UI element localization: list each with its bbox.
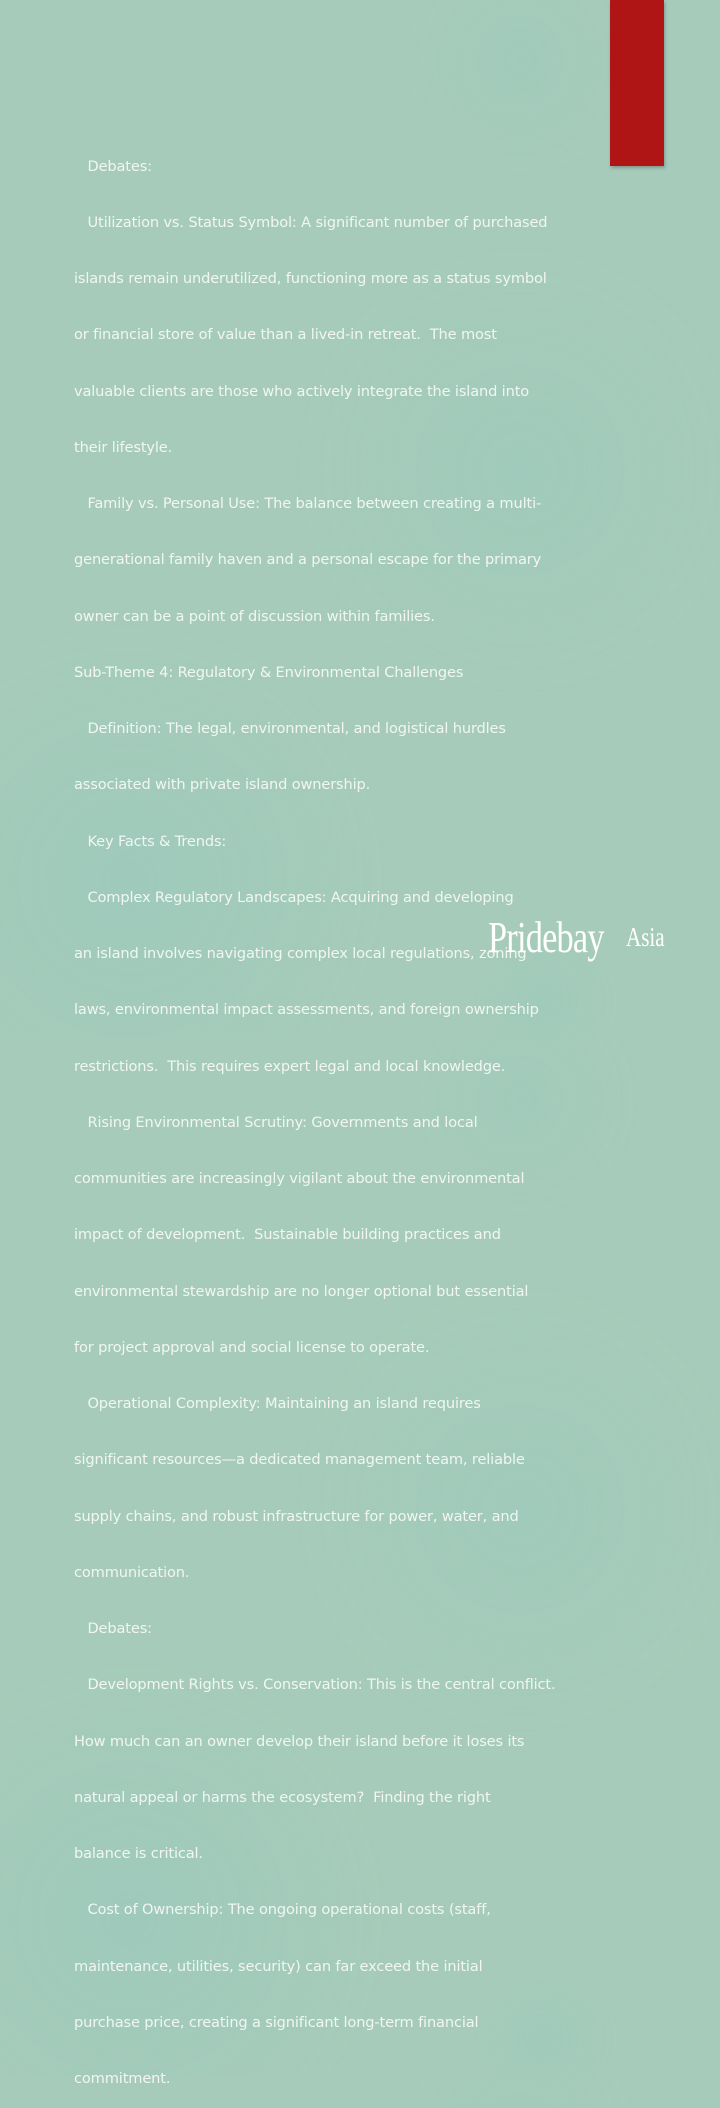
text-line: communities are increasingly vigilant about the environmental: [74, 1170, 525, 1187]
text-line: supply chains, and robust infrastructure for power, water, and: [74, 1507, 519, 1525]
text-line: How much can an owner develop their island before it loses its: [74, 1732, 525, 1750]
text-line: Rising Environmental Scrutiny: Governments and local: [74, 1113, 478, 1131]
text-line: their lifestyle.: [74, 438, 173, 456]
logo-wordmark: Pridebay: [488, 913, 604, 962]
text-line: an island involves navigating complex local regulations, zoning: [74, 945, 527, 962]
text-line: owner can be a point of discussion within families.: [74, 607, 435, 625]
text-line: Family vs. Personal Use: The balance between creating a multi-: [74, 495, 542, 512]
text-line: Utilization vs. Status Symbol: A significant number of purchased: [74, 213, 548, 231]
text-line: generational family haven and a personal escape for the primary: [74, 551, 542, 569]
text-line: islands remain underutilized, functioning more as a status symbol: [74, 270, 547, 287]
text-line: restrictions. This requires expert legal and local knowledge.: [74, 1057, 506, 1075]
text-line: communication.: [74, 1563, 190, 1581]
text-line: Cost of Ownership: The ongoing operational costs (staff,: [74, 1901, 491, 1919]
text-line: Complex Regulatory Landscapes: Acquiring and developing: [74, 888, 514, 906]
text-line: environmental stewardship are no longer optional but essential: [74, 1282, 529, 1300]
text-line: for project approval and social license to operate.: [74, 1338, 430, 1356]
section-heading: Sub-Theme 4: Regulatory & Environmental Challenges: [74, 663, 464, 681]
text-line: impact of development. Sustainable building practices and: [74, 1226, 501, 1244]
text-line: Debates:: [74, 157, 152, 175]
text-line: Key Facts & Trends:: [74, 832, 227, 850]
text-line: natural appeal or harms the ecosystem? Finding the right: [74, 1788, 491, 1806]
logo-suffix: Asia: [626, 922, 665, 952]
body-text: [74, 120, 604, 2108]
text-line: commitment.: [74, 2070, 171, 2087]
text-line: Debates:: [74, 1620, 152, 1637]
text-line: associated with private island ownership.: [74, 776, 371, 794]
text-line: valuable clients are those who actively integrate the island into: [74, 382, 530, 400]
text-line: laws, environmental impact assessments, and foreign ownership: [74, 1001, 539, 1019]
text-line: Definition: The legal, environmental, and logistical hurdles: [74, 720, 506, 737]
text-line: purchase price, creating a significant long-term financial: [74, 2013, 479, 2031]
red-accent-bar: [610, 0, 664, 166]
text-line: significant resources—a dedicated management team, reliable: [74, 1451, 525, 1469]
text-line: Operational Complexity: Maintaining an island requires: [74, 1395, 481, 1412]
brand-logo: [488, 910, 665, 970]
text-line: Development Rights vs. Conservation: This is the central conflict.: [74, 1676, 556, 1694]
text-line: or financial store of value than a lived-in retreat. The most: [74, 326, 497, 344]
text-line: maintenance, utilities, security) can far exceed the initial: [74, 1957, 483, 1975]
text-line: balance is critical.: [74, 1845, 203, 1862]
